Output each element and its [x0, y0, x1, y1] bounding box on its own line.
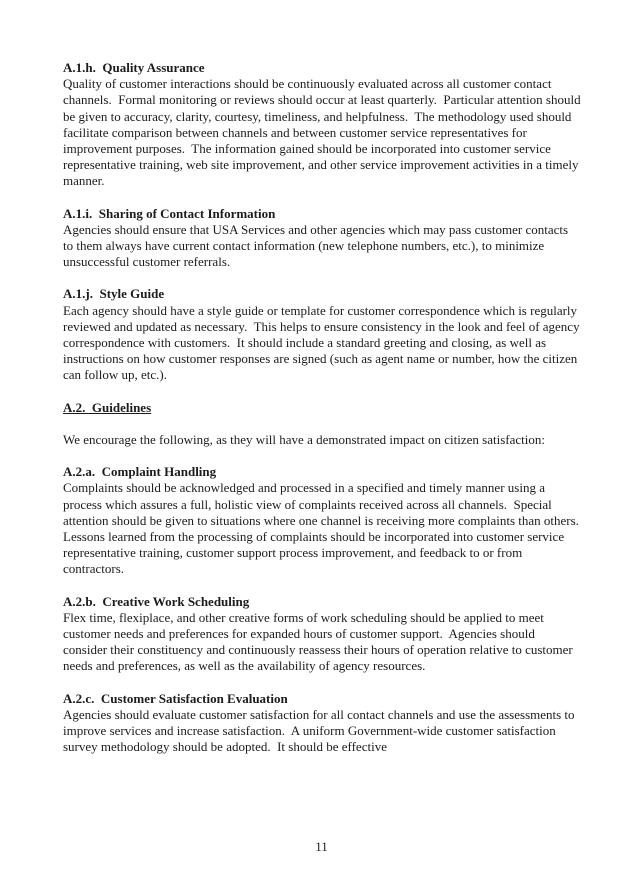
section-sharing-contact-information — [63, 206, 581, 271]
section-heading: A.1.j. Style Guide — [63, 286, 165, 302]
section-customer-satisfaction-evaluation — [63, 691, 581, 756]
section-body: Agencies should ensure that USA Services and other agencies which may pass customer contacts to them always have current contact information (new telephone numbers, etc.), to minimize unsuccessful customer referrals. — [63, 221, 572, 270]
page-number: 11 — [315, 839, 328, 854]
section-quality-assurance — [63, 60, 584, 190]
section-body: Quality of customer interactions should be continuously evaluated across all customer contact channels. Formal monitoring or reviews should occur at least quarterly. Particular attention should be given to accuracy, clarity, courtesy, timeliness, and helpfulness. The methodology used should facilitate comparison between channels and between customer service representatives for improvement purposes. The information gained should be incorporated into customer service representative training, web site improvement, and other service improvement activities in a timely manner. — [63, 76, 584, 189]
section-heading: A.1.h. Quality Assurance — [63, 60, 205, 75]
section-creative-work-scheduling — [63, 594, 581, 675]
section-body: We encourage the following, as they will have a demonstrated impact on citizen satisfaction: — [63, 432, 545, 448]
document-content — [63, 60, 586, 772]
section-heading: A.2.a. Complaint Handling — [63, 464, 217, 480]
section-body: Flex time, flexiplace, and other creative forms of work scheduling should be applied to meet customer needs and preferences for expanded hours of customer support. Agencies should consider their constituency and continuously reassess their hours of operation relative to customer needs and preferences, as well as the availability of agency resources. — [63, 609, 576, 674]
section-complaint-handling — [63, 464, 586, 577]
section-body: Complaints should be acknowledged and processed in a specified and timely manner using a process which assures a full, holistic view of complaints received across all channels. Special attention should be given to situations where one channel is receiving more complaints than others. Lessons learned from the processing of complaints should be incorporated into customer service representative training, customer support process improvement, and feedback to or from contractors. — [63, 480, 586, 577]
section-heading: A.2.b. Creative Work Scheduling — [63, 593, 250, 609]
section-heading: A.2.c. Customer Satisfaction Evaluation — [63, 690, 288, 706]
section-body: Agencies should evaluate customer satisfaction for all contact channels and use the assessments to improve services and increase satisfaction. A uniform Government-wide customer satisfaction survey methodology should be adopted. It should be effective — [63, 706, 578, 755]
section-heading: A.2. Guidelines — [63, 399, 152, 415]
section-heading: A.1.i. Sharing of Contact Information — [63, 205, 276, 221]
section-style-guide — [63, 286, 581, 383]
section-body: Each agency should have a style guide or template for customer correspondence which is regularly reviewed and updated as necessary. This helps to ensure consistency in the look and feel of agency correspondence with customers. It should include a standard greeting and closing, as well as instructions on how customer responses are signed (such as agent name or number, how the citizen can follow up, etc.). — [63, 302, 583, 383]
section-guidelines — [63, 400, 581, 449]
